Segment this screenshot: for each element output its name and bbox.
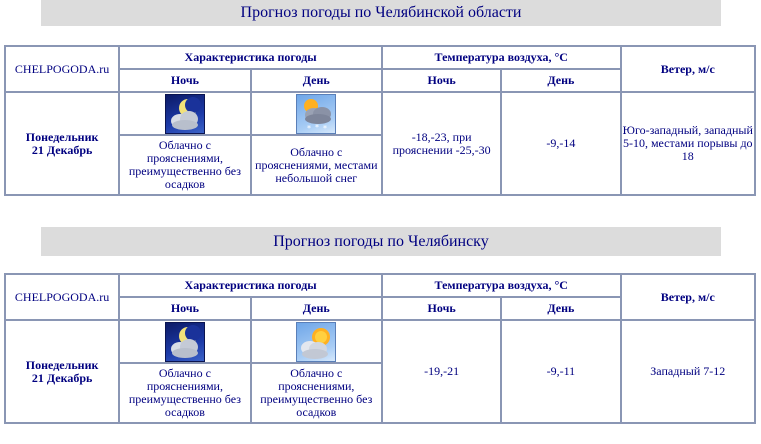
temp-day-value: -9,-11 (502, 321, 619, 422)
wind-value: Западный 7-12 (622, 321, 754, 422)
night-cloudy-moon-icon (165, 94, 205, 134)
weather-header: Характеристика погоды (120, 47, 381, 68)
wind-value: Юго-западный, западный 5-10, местами порывы до 18 (622, 93, 754, 194)
day-cloudy-snow-icon (296, 94, 336, 134)
svg-text:*: * (323, 123, 328, 133)
wind-header: Ветер, м/с (622, 47, 754, 91)
forecast-date (6, 321, 118, 422)
temp-night-header: Ночь (383, 298, 500, 319)
city-forecast-title: Прогноз погоды по Челябинску (41, 227, 721, 256)
weather-day-header: День (252, 70, 381, 91)
weekday: Понедельник (25, 129, 99, 144)
site-name: CHELPOGODA.ru (6, 275, 118, 319)
site-name: CHELPOGODA.ru (6, 47, 118, 91)
night-icon-cell (120, 93, 249, 134)
date: 21 Декабрь (31, 370, 93, 385)
svg-text:*: * (307, 123, 312, 133)
night-icon-cell (120, 321, 249, 362)
city-forecast-table (4, 273, 756, 424)
temp-night-value: -19,-21 (383, 321, 500, 422)
temp-day-header: День (502, 298, 619, 319)
wind-header: Ветер, м/с (622, 275, 754, 319)
forecast-date (6, 93, 118, 194)
weather-night-header: Ночь (120, 70, 249, 91)
day-description: Облачно с прояснениями, местами небольшой снег (252, 136, 381, 194)
temp-day-value: -9,-14 (502, 93, 619, 194)
region-forecast-title: Прогноз погоды по Челябинской области (41, 0, 721, 26)
region-forecast-table (4, 45, 756, 196)
night-description: Облачно с прояснениями, преимущественно без осадков (120, 136, 249, 194)
night-cloudy-moon-icon (165, 322, 205, 362)
temp-night-value: -18,-23, при прояснении -25,-30 (383, 93, 500, 194)
temperature-header: Температура воздуха, °С (383, 275, 620, 296)
weekday: Понедельник (25, 357, 99, 372)
svg-text:*: * (315, 122, 320, 132)
weather-header: Характеристика погоды (120, 275, 381, 296)
temp-night-header: Ночь (383, 70, 500, 91)
temperature-header: Температура воздуха, °С (383, 47, 620, 68)
weather-night-header: Ночь (120, 298, 249, 319)
weather-day-header: День (252, 298, 381, 319)
night-description: Облачно с прояснениями, преимущественно без осадков (120, 364, 249, 422)
day-icon-cell (252, 321, 381, 362)
temp-day-header: День (502, 70, 619, 91)
date: 21 Декабрь (31, 142, 93, 157)
day-cloudy-sun-icon (296, 322, 336, 362)
day-description: Облачно с прояснениями, преимущественно без осадков (252, 364, 381, 422)
day-icon-cell (252, 93, 381, 134)
